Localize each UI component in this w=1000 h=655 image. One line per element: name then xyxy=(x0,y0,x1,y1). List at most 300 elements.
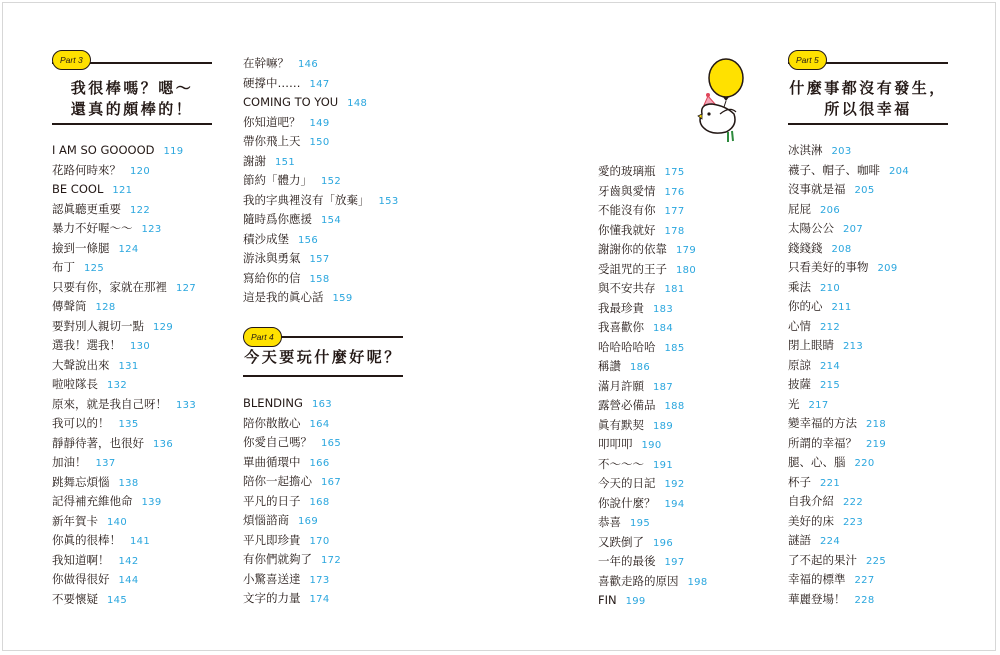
toc-entry-title: 節約「體力」 xyxy=(243,173,312,187)
toc-entry-title: 你懂我就好 xyxy=(598,222,656,237)
toc-entry xyxy=(788,317,968,337)
part3-bottom-rule xyxy=(52,123,212,125)
toc-entry xyxy=(243,433,418,453)
balloon-bird-icon xyxy=(690,56,750,156)
toc-entry-page-number: 176 xyxy=(664,186,685,198)
toc-entry-page-number: 169 xyxy=(298,516,318,527)
toc-entry xyxy=(598,318,773,338)
toc-entry-page-number: 132 xyxy=(107,380,127,391)
toc-entry-title: 要對別人親切一點 xyxy=(52,318,144,333)
toc-entry-title: 我可以的！ xyxy=(52,416,110,430)
part5-title-line2: 所以很幸福 xyxy=(824,100,912,118)
toc-entry-title: 你說什麼？ xyxy=(598,495,656,510)
toc-entry-title: 一年的最後 xyxy=(598,554,656,568)
toc-entry-page-number: 158 xyxy=(309,273,330,285)
toc-entry-title: 腿、心、腦 xyxy=(788,455,846,469)
toc-entry-page-number: 205 xyxy=(854,185,875,196)
toc-entry xyxy=(243,152,418,172)
toc-entry xyxy=(52,473,227,493)
toc-entry-title: 牙齒與愛情 xyxy=(598,183,656,198)
toc-entry xyxy=(598,279,773,299)
toc-entry-page-number: 204 xyxy=(889,165,909,177)
toc-entry xyxy=(788,356,968,376)
toc-entry-page-number: 159 xyxy=(332,293,353,304)
toc-entry-page-number: 190 xyxy=(641,440,662,451)
toc-entry-title: 平凡即珍貴 xyxy=(243,532,301,547)
toc-entry xyxy=(788,336,968,356)
toc-entry-page-number: 211 xyxy=(831,302,852,313)
toc-entry-page-number: 210 xyxy=(820,282,840,294)
toc-entry-title: 冰淇淋 xyxy=(788,143,823,157)
toc-entry-page-number: 212 xyxy=(820,321,840,333)
toc-entry xyxy=(243,414,418,434)
toc-entry-page-number: 192 xyxy=(664,479,685,490)
toc-entry-title: 你知道吧？ xyxy=(243,114,301,129)
toc-entry-page-number: 178 xyxy=(664,225,685,237)
toc-entry-title: 變幸福的方法 xyxy=(788,416,857,430)
part3-title-line1: 我很棒嗎？嗯～ xyxy=(70,79,194,97)
toc-entry xyxy=(598,221,773,241)
toc-entry-page-number: 195 xyxy=(630,518,650,529)
toc-entry xyxy=(598,299,773,319)
toc-entry-page-number: 125 xyxy=(84,263,104,274)
toc-entry xyxy=(598,455,773,475)
toc-entry-title: 閉上眼睛 xyxy=(788,338,834,352)
toc-entry xyxy=(788,297,968,317)
toc-entry-page-number: 127 xyxy=(176,282,196,294)
toc-entry xyxy=(52,453,227,473)
toc-entry xyxy=(598,552,773,572)
toc-entry xyxy=(52,219,227,239)
toc-entry-title: 文字的力量 xyxy=(243,591,301,605)
toc-entry-page-number: 142 xyxy=(118,555,139,567)
toc-entry-title: 今天的日記 xyxy=(598,476,656,490)
toc-entry-title: FIN xyxy=(598,593,617,607)
toc-entry xyxy=(598,494,773,514)
toc-entry xyxy=(52,512,227,532)
toc-entry-title: I AM SO GOOOOD xyxy=(52,143,155,157)
toc-entry xyxy=(243,288,418,308)
toc-entry xyxy=(243,93,418,113)
toc-entry-title: 心情 xyxy=(788,318,811,333)
toc-entry-page-number: 215 xyxy=(820,380,840,391)
toc-entry xyxy=(243,589,418,609)
toc-entry-title: 了不起的果汁 xyxy=(788,552,857,567)
toc-entry-title: 披薩 xyxy=(788,377,811,391)
toc-entry-title: 美好的床 xyxy=(788,513,834,528)
toc-entry-title: 滿月許願 xyxy=(598,378,644,393)
toc-entry-title: 加油！ xyxy=(52,455,87,469)
part4-badge: Part 4 xyxy=(243,327,282,347)
toc-entry-title: 杯子 xyxy=(788,474,811,489)
toc-entry-page-number: 133 xyxy=(176,399,196,411)
toc-entry xyxy=(788,492,968,512)
toc-entry xyxy=(243,210,418,230)
toc-entry xyxy=(243,550,418,570)
toc-entry-page-number: 138 xyxy=(118,477,139,489)
toc-entry-page-number: 139 xyxy=(141,497,162,508)
toc-entry-page-number: 136 xyxy=(153,438,173,450)
toc-entry xyxy=(788,395,968,415)
toc-entry xyxy=(52,570,227,590)
toc-entry-page-number: 128 xyxy=(95,302,116,313)
toc-entry-page-number: 199 xyxy=(625,596,646,607)
toc-entry-title: 單曲循環中 xyxy=(243,454,301,469)
toc-entry xyxy=(788,141,968,161)
toc-entry xyxy=(598,260,773,280)
toc-entry xyxy=(243,74,418,94)
toc-entry xyxy=(788,551,968,571)
toc-entry xyxy=(52,434,227,454)
toc-entry-title: 你眞的很棒！ xyxy=(52,533,121,547)
toc-entry-page-number: 141 xyxy=(130,536,150,547)
toc-entry-page-number: 175 xyxy=(664,167,685,178)
toc-entry-title: 我最珍貴 xyxy=(598,300,644,315)
toc-entry-page-number: 170 xyxy=(309,535,330,547)
toc-entry-title: 屁屁 xyxy=(788,201,811,216)
toc-entry xyxy=(598,377,773,397)
toc-entry-title: 原來，就是我自己呀！ xyxy=(52,396,167,411)
toc-entry xyxy=(52,356,227,376)
toc-entry-title: 只看美好的事物 xyxy=(788,260,869,274)
toc-entry-page-number: 119 xyxy=(163,146,184,157)
toc-entry-title: 愛的玻璃瓶 xyxy=(598,164,656,178)
toc-entry-page-number: 131 xyxy=(118,360,139,372)
toc-entry-title: 你的心 xyxy=(788,299,823,313)
toc-entry xyxy=(52,590,227,610)
toc-entry-page-number: 137 xyxy=(95,458,116,469)
toc-entry-title: 暴力不好喔～～ xyxy=(52,221,133,235)
toc-entry-title: 恭喜 xyxy=(598,515,621,529)
toc-entry-page-number: 188 xyxy=(664,401,685,412)
toc-entry xyxy=(598,240,773,260)
toc-entry xyxy=(243,191,418,211)
toc-entry-title: COMING TO YOU xyxy=(243,95,339,109)
toc-entry xyxy=(788,219,968,239)
toc-entry xyxy=(243,472,418,492)
toc-entry-page-number: 214 xyxy=(820,360,840,372)
toc-entry-title: 光 xyxy=(788,396,800,411)
toc-entry xyxy=(52,141,227,161)
part5-list xyxy=(788,141,968,609)
toc-entry xyxy=(52,531,227,551)
part4-list-continued xyxy=(598,162,773,611)
toc-entry-page-number: 177 xyxy=(664,206,685,217)
toc-entry-page-number: 156 xyxy=(298,234,318,246)
toc-entry-title: 陪你一起擔心 xyxy=(243,474,312,488)
toc-entry-title: 這是我的眞心話 xyxy=(243,290,324,304)
toc-entry xyxy=(788,414,968,434)
toc-entry-title: 帶你飛上天 xyxy=(243,134,301,148)
toc-entry-page-number: 186 xyxy=(630,362,650,373)
toc-entry-page-number: 222 xyxy=(843,497,863,508)
toc-entry-title: 華麗登場！ xyxy=(788,591,846,606)
toc-entry-page-number: 203 xyxy=(831,146,852,157)
toc-entry xyxy=(598,182,773,202)
toc-entry-page-number: 191 xyxy=(653,459,673,471)
part3-header xyxy=(52,55,212,126)
toc-entry xyxy=(243,132,418,152)
toc-entry-page-number: 206 xyxy=(820,204,840,216)
toc-entry-title: 寫給你的信 xyxy=(243,270,301,285)
toc-entry xyxy=(598,533,773,553)
toc-entry-page-number: 196 xyxy=(653,537,673,549)
toc-entry xyxy=(788,180,968,200)
toc-entry xyxy=(788,258,968,278)
toc-entry-page-number: 120 xyxy=(130,165,150,177)
toc-entry-title: 襪子、帽子、咖啡 xyxy=(788,162,880,177)
toc-entry-title: 靜靜待著，也很好 xyxy=(52,435,144,450)
toc-entry xyxy=(52,200,227,220)
toc-entry-page-number: 208 xyxy=(831,243,852,255)
toc-entry-title: 受詛咒的王子 xyxy=(598,261,667,276)
toc-entry xyxy=(598,338,773,358)
toc-entry xyxy=(598,591,773,611)
toc-entry-title: 謝謝你的依靠 xyxy=(598,242,667,256)
toc-entry xyxy=(598,435,773,455)
toc-entry xyxy=(243,249,418,269)
toc-entry-title: 選我！選我！ xyxy=(52,338,121,352)
toc-entry-page-number: 168 xyxy=(309,496,330,508)
toc-entry xyxy=(243,511,418,531)
toc-entry-page-number: 149 xyxy=(309,117,330,129)
toc-entry-title: 眞有默契 xyxy=(598,417,644,432)
part4-title: 今天要玩什麼好呢？ xyxy=(244,348,402,366)
toc-entry xyxy=(788,531,968,551)
toc-entry xyxy=(598,162,773,182)
toc-entry-title: BLENDING xyxy=(243,396,303,410)
toc-entry-page-number: 145 xyxy=(107,594,127,606)
toc-entry xyxy=(788,278,968,298)
toc-entry xyxy=(788,512,968,532)
toc-entry-title: 傳聲筒 xyxy=(52,299,87,313)
toc-entry-title: 露營必備品 xyxy=(598,398,656,412)
toc-entry-title: 不能沒有你 xyxy=(598,203,656,217)
toc-entry-page-number: 121 xyxy=(112,185,133,196)
toc-entry-title: 游泳與勇氣 xyxy=(243,251,301,265)
toc-entry xyxy=(598,396,773,416)
toc-entry-title: 認眞聽更重要 xyxy=(52,201,121,216)
toc-entry-page-number: 213 xyxy=(843,341,863,352)
toc-entry xyxy=(788,590,968,610)
toc-entry xyxy=(788,161,968,181)
toc-entry xyxy=(788,570,968,590)
toc-entry-title: 隨時爲你應援 xyxy=(243,212,312,226)
toc-entry xyxy=(52,414,227,434)
toc-entry-page-number: 163 xyxy=(311,399,332,410)
part5-bottom-rule xyxy=(788,123,948,125)
toc-entry-page-number: 220 xyxy=(854,458,875,469)
toc-entry-page-number: 173 xyxy=(309,574,330,586)
toc-entry xyxy=(243,453,418,473)
toc-entry-page-number: 218 xyxy=(866,419,886,430)
toc-entry-page-number: 227 xyxy=(854,575,875,586)
toc-entry xyxy=(598,572,773,592)
toc-entry-page-number: 197 xyxy=(664,557,685,568)
toc-entry-page-number: 185 xyxy=(664,342,685,354)
toc-entry-title: 你做得很好 xyxy=(52,572,110,586)
toc-entry-title: 錢錢錢 xyxy=(788,240,823,255)
toc-entry-title: 喜歡走路的原因 xyxy=(598,573,679,588)
toc-entry-page-number: 180 xyxy=(676,264,696,276)
toc-entry-page-number: 150 xyxy=(309,137,330,148)
toc-entry-page-number: 157 xyxy=(309,254,330,265)
toc-entry-page-number: 223 xyxy=(843,516,863,528)
part3-list xyxy=(52,141,227,609)
toc-entry-page-number: 122 xyxy=(130,204,150,216)
part5-header xyxy=(788,55,948,126)
toc-entry-title: 新年賀卡 xyxy=(52,513,98,528)
toc-entry-title: 撿到一條腿 xyxy=(52,240,110,255)
toc-entry xyxy=(243,171,418,191)
toc-entry-title: 我喜歡你 xyxy=(598,320,644,334)
toc-entry xyxy=(788,239,968,259)
toc-entry-page-number: 217 xyxy=(808,399,829,411)
toc-entry-title: 煩惱諮商 xyxy=(243,513,289,527)
toc-entry-title: 在幹嘛？ xyxy=(243,56,289,70)
toc-entry-title: 有你們就夠了 xyxy=(243,552,312,566)
toc-entry-title: 陪你散散心 xyxy=(243,415,301,430)
toc-entry-page-number: 189 xyxy=(653,420,673,432)
toc-entry-title: 小驚喜送達 xyxy=(243,571,301,586)
part5-badge: Part 5 xyxy=(788,50,827,70)
toc-entry xyxy=(52,258,227,278)
toc-entry-title: 乘法 xyxy=(788,279,811,294)
toc-entry-title: 不～～～ xyxy=(598,456,644,471)
toc-entry xyxy=(788,453,968,473)
toc-entry-page-number: 166 xyxy=(309,457,330,469)
toc-entry xyxy=(598,474,773,494)
toc-entry-title: 太陽公公 xyxy=(788,221,834,235)
toc-entry-page-number: 219 xyxy=(866,438,886,450)
toc-entry xyxy=(788,473,968,493)
toc-entry-page-number: 151 xyxy=(275,156,295,168)
toc-entry-page-number: 198 xyxy=(687,576,708,588)
part3-title-line2: 還真的頗棒的！ xyxy=(70,100,194,118)
toc-entry-title: 記得補充維他命 xyxy=(52,494,133,508)
toc-entry-title: 我的字典裡沒有「放棄」 xyxy=(243,192,370,207)
toc-entry xyxy=(598,416,773,436)
toc-entry xyxy=(52,551,227,571)
toc-entry-title: 跳舞忘煩惱 xyxy=(52,474,110,489)
toc-entry xyxy=(243,269,418,289)
toc-entry xyxy=(52,317,227,337)
part4-bottom-rule xyxy=(243,375,403,377)
toc-entry-page-number: 152 xyxy=(321,176,341,187)
toc-entry xyxy=(598,201,773,221)
toc-entry xyxy=(52,180,227,200)
toc-entry-page-number: 153 xyxy=(378,195,399,207)
toc-entry-page-number: 165 xyxy=(321,438,341,449)
part3-list-continued xyxy=(243,54,418,308)
part4-list xyxy=(243,394,418,609)
toc-entry-title: 謎語 xyxy=(788,533,811,547)
toc-entry-page-number: 129 xyxy=(153,321,173,333)
toc-entry-title: 布丁 xyxy=(52,260,75,274)
toc-entry-page-number: 181 xyxy=(664,284,685,295)
toc-entry-page-number: 140 xyxy=(107,516,127,528)
toc-entry-title: 平凡的日子 xyxy=(243,493,301,508)
toc-entry xyxy=(52,278,227,298)
toc-entry-page-number: 225 xyxy=(866,555,886,567)
toc-entry-page-number: 172 xyxy=(321,555,341,566)
toc-entry-page-number: 187 xyxy=(653,381,673,393)
toc-entry xyxy=(243,54,418,74)
toc-entry xyxy=(243,394,418,414)
toc-entry-title: 原諒 xyxy=(788,357,811,372)
toc-entry xyxy=(598,513,773,533)
toc-entry-title: 幸福的標準 xyxy=(788,572,846,586)
toc-entry-title: 與不安共存 xyxy=(598,281,656,295)
toc-entry xyxy=(52,239,227,259)
toc-entry-page-number: 124 xyxy=(118,243,139,255)
toc-entry-title: 啦啦隊長 xyxy=(52,377,98,391)
toc-entry-page-number: 123 xyxy=(141,224,162,235)
toc-entry-title: 稱讚 xyxy=(598,359,621,373)
toc-entry-title: 只要有你，家就在那裡 xyxy=(52,279,167,294)
toc-entry-title: 叩叩叩 xyxy=(598,437,633,451)
toc-entry xyxy=(52,375,227,395)
toc-entry-page-number: 224 xyxy=(820,536,840,547)
toc-entry-title: 沒事就是福 xyxy=(788,182,846,196)
toc-entry-page-number: 146 xyxy=(298,59,318,70)
part5-title-line1: 什麼事都沒有發生， xyxy=(789,79,947,97)
toc-entry xyxy=(52,492,227,512)
toc-entry-title: 硬撐中…… xyxy=(243,75,301,90)
toc-entry-page-number: 130 xyxy=(130,341,150,352)
toc-entry-page-number: 194 xyxy=(664,498,685,510)
toc-entry xyxy=(243,570,418,590)
toc-entry-page-number: 147 xyxy=(309,78,330,90)
toc-entry xyxy=(788,375,968,395)
toc-entry xyxy=(52,297,227,317)
toc-entry-title: 我知道啊！ xyxy=(52,552,110,567)
toc-entry-page-number: 135 xyxy=(118,419,139,430)
toc-entry xyxy=(243,113,418,133)
toc-entry-page-number: 183 xyxy=(653,303,673,315)
toc-entry-page-number: 179 xyxy=(676,245,696,256)
toc-entry xyxy=(52,395,227,415)
toc-entry-page-number: 207 xyxy=(843,224,863,235)
toc-entry-title: 自我介紹 xyxy=(788,494,834,508)
toc-entry-page-number: 221 xyxy=(820,477,840,489)
toc-entry-title: 又跌倒了 xyxy=(598,534,644,549)
toc-entry-page-number: 154 xyxy=(321,215,341,226)
toc-entry-title: 花路何時來？ xyxy=(52,162,121,177)
toc-entry xyxy=(788,200,968,220)
toc-entry xyxy=(598,357,773,377)
toc-entry-page-number: 174 xyxy=(309,594,330,605)
toc-entry-page-number: 209 xyxy=(877,263,898,274)
toc-entry-title: 你愛自己嗎？ xyxy=(243,435,312,449)
toc-entry-page-number: 228 xyxy=(854,594,875,606)
toc-entry xyxy=(788,434,968,454)
toc-entry-title: 大聲說出來 xyxy=(52,357,110,372)
toc-entry-title: 所謂的幸福？ xyxy=(788,435,857,450)
toc-entry xyxy=(52,161,227,181)
toc-entry-title: 謝謝 xyxy=(243,153,266,168)
toc-entry-page-number: 148 xyxy=(347,98,368,109)
toc-entry-page-number: 164 xyxy=(309,418,330,430)
toc-entry xyxy=(243,230,418,250)
toc-entry xyxy=(243,531,418,551)
toc-entry-page-number: 184 xyxy=(653,323,673,334)
toc-entry-page-number: 144 xyxy=(118,575,139,586)
toc-entry-page-number: 167 xyxy=(321,477,341,488)
part4-header xyxy=(243,332,403,378)
toc-entry-title: 積沙成堡 xyxy=(243,231,289,246)
toc-entry-title: 不要懷疑 xyxy=(52,591,98,606)
